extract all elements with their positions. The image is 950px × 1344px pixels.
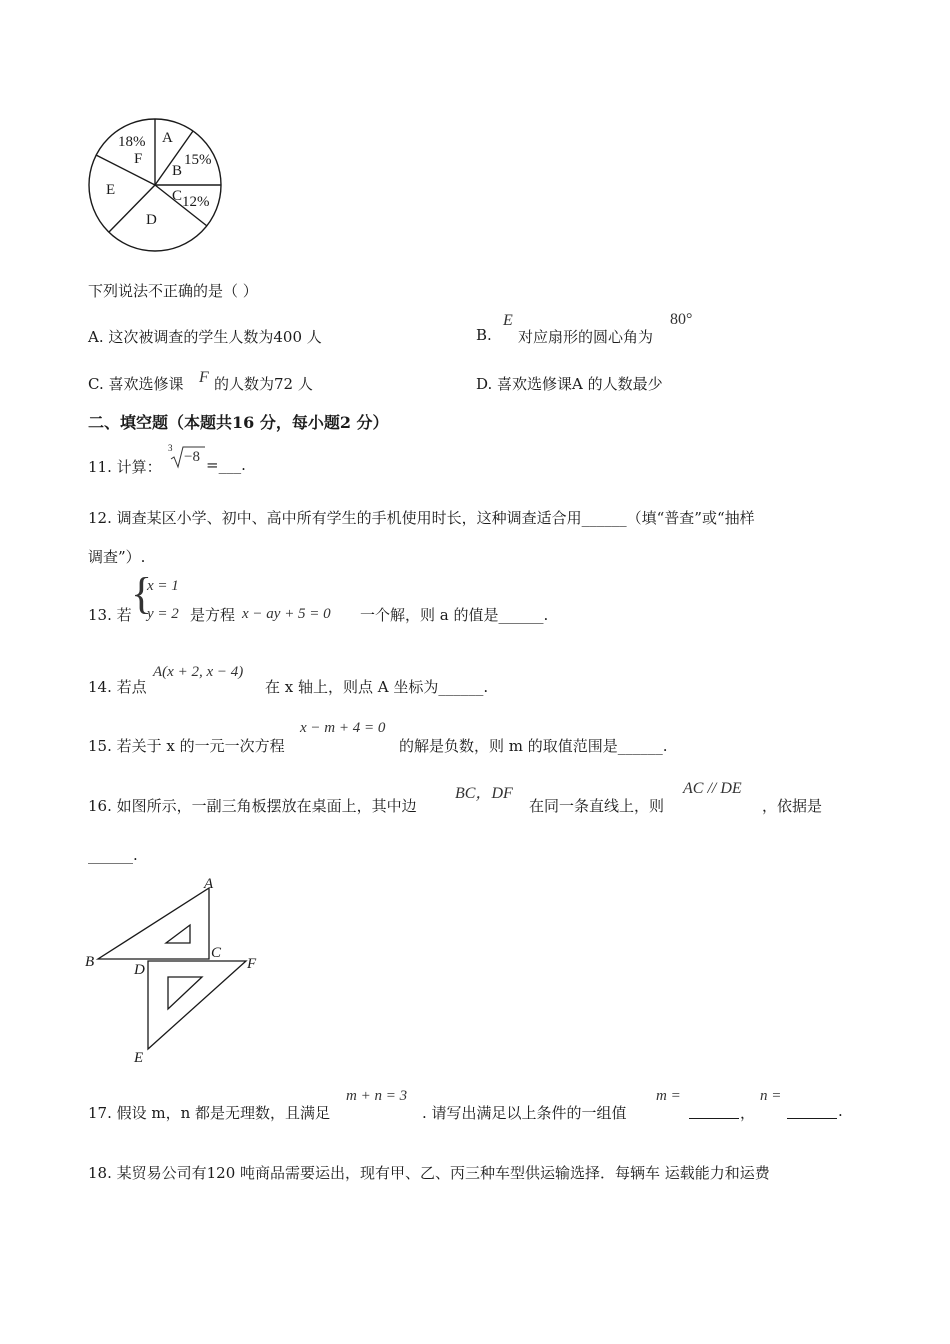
q10-option-b-prefix[interactable]: B.: [476, 326, 492, 344]
q15-equation: x − m + 4 = 0: [300, 720, 386, 736]
q13-eq2: y = 2: [147, 606, 179, 622]
q17-n-eq: n =: [760, 1088, 782, 1104]
pie-label-b: B: [172, 163, 183, 179]
q10-option-d[interactable]: D. 喜欢选修课A 的人数最少: [476, 375, 663, 393]
q10-option-c-text: 的人数为72 人: [214, 375, 313, 393]
pie-percent-f: 18%: [118, 134, 146, 150]
q17-end: .: [838, 1102, 843, 1120]
q13-middle: 是方程: [190, 606, 236, 624]
q14-suffix: 在 x 轴上，则点 A 坐标为______.: [265, 678, 489, 696]
q11-radicand: −8: [184, 449, 200, 465]
figure-label-f: F: [247, 956, 257, 972]
q10-option-a[interactable]: A. 这次被调查的学生人数为400 人: [88, 328, 322, 346]
q17-m-eq: m =: [656, 1088, 681, 1104]
figure-label-e: E: [134, 1050, 144, 1066]
q13-suffix: 一个解，则 a 的值是______.: [360, 606, 549, 624]
pie-divider-ef: [96, 155, 155, 185]
pie-label-c: C: [172, 188, 183, 204]
q10-option-c-math: F: [199, 369, 209, 386]
q16-middle: 在同一条直线上，则: [529, 797, 665, 815]
q17-n-blank[interactable]: [787, 1104, 837, 1119]
q13-eq1: x = 1: [147, 578, 179, 594]
q16-edges: BC，DF: [455, 785, 513, 802]
q17-m-blank[interactable]: [689, 1104, 739, 1119]
q13-equation: x − ay + 5 = 0: [242, 606, 331, 622]
figure-label-a: A: [204, 876, 214, 892]
q15-suffix: 的解是负数，则 m 的取值范围是______.: [399, 737, 668, 755]
q10-option-b-angle: 80°: [670, 311, 693, 328]
q13-prefix: 13. 若: [88, 606, 132, 624]
q16-relation: AC // DE: [683, 780, 742, 797]
pie-percent-b: 15%: [184, 152, 212, 168]
pie-chart: [86, 118, 228, 260]
pie-label-e: E: [106, 182, 116, 198]
q10-option-b-text: 对应扇形的圆心角为: [518, 328, 654, 346]
q18-text: 18. 某贸易公司有120 吨商品需要运出，现有甲、乙、丙三种车型供运输选择．每辆车 运载能力和运费: [88, 1164, 770, 1182]
q15-prefix: 15. 若关于 x 的一元一次方程: [88, 737, 285, 755]
left-brace-icon: {: [131, 569, 153, 618]
figure-label-b: B: [85, 954, 95, 970]
q11-root-index: 3: [168, 443, 173, 453]
triangle-abc: [98, 888, 209, 959]
pie-label-f: F: [134, 151, 143, 167]
pie-percent-c: 12%: [182, 194, 210, 210]
q10-option-b-math: E: [503, 312, 513, 329]
figure-label-c: C: [211, 945, 222, 961]
q16-prefix: 16. 如图所示，一副三角板摆放在桌面上，其中边: [88, 797, 417, 815]
q17-sep: ，: [740, 1104, 756, 1122]
q11-suffix: =___.: [206, 456, 246, 474]
figure-label-d: D: [134, 962, 145, 978]
q17-middle: . 请写出满足以上条件的一组值: [422, 1104, 627, 1122]
pie-label-d: D: [146, 212, 157, 228]
q12-line2: 调查”）.: [88, 548, 146, 566]
q14-prefix: 14. 若点: [88, 678, 147, 696]
q12-line1: 12. 调查某区小学、初中、高中所有学生的手机使用时长，这种调查适合用______（填“普查”或“抽样: [88, 509, 755, 527]
q16-line2: ______.: [88, 846, 138, 864]
section-2-title: 二、填空题（本题共16 分，每小题2 分）: [88, 413, 389, 432]
triangle-def-inner: [168, 977, 202, 1009]
triangle-def: [148, 961, 246, 1049]
q10-option-c-prefix[interactable]: C. 喜欢选修课: [88, 375, 184, 393]
triangle-abc-inner: [166, 925, 190, 943]
q14-point: A(x + 2, x − 4): [153, 664, 244, 680]
pie-label-a: A: [162, 130, 173, 146]
q17-prefix: 17. 假设 m，n 都是无理数，且满足: [88, 1104, 331, 1122]
triangle-figure: [82, 872, 272, 1066]
q10-stem: 下列说法不正确的是（ ）: [88, 282, 258, 300]
q11-prefix: 11. 计算：: [88, 458, 162, 476]
q17-equation: m + n = 3: [346, 1088, 408, 1104]
q16-suffix: ，依据是: [762, 797, 823, 815]
